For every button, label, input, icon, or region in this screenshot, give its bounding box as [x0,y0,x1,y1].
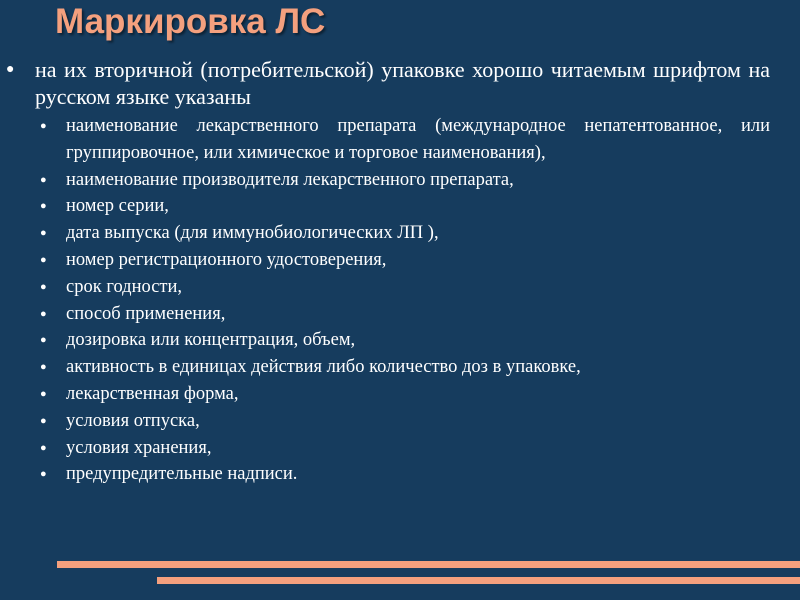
list-item [40,381,770,408]
bullet-dot-icon: ● [40,307,47,320]
list-item [40,435,770,462]
list-item [40,274,770,301]
bullet-dot-icon: ● [40,361,47,374]
bullet-dot-icon: ● [40,253,47,266]
list-item-text: наименование лекарственного препарата (международное непатентованное, или группировочное, или химическое и торговое наименования), [66,116,770,163]
bullet-dot-icon: ● [40,334,47,347]
bullet-dot-icon: ● [40,468,47,481]
list-item [40,193,770,220]
list-item [40,247,770,274]
bullet-dot-icon: ● [6,62,15,77]
list-item-text: активность в единицах действия либо количество доз в упаковке, [66,357,581,378]
bullet-dot-icon: ● [40,227,47,240]
main-bullet-point [6,56,770,110]
list-item-text: условия отпуска, [66,410,200,431]
list-item-text: срок годности, [66,276,183,297]
list-item-text: наименование производителя лекарственного препарата, [66,169,514,190]
list-item-text: номер регистрационного удостоверения, [66,249,387,270]
list-item [40,327,770,354]
bullet-dot-icon: ● [40,173,47,186]
list-item [40,167,770,194]
bullet-dot-icon: ● [40,200,47,213]
bullet-dot-icon: ● [40,120,47,132]
list-item-text: условия хранения, [66,437,212,458]
list-item-text: дата выпуска (для иммунобиологических ЛП ), [66,223,439,244]
bullet-dot-icon: ● [40,280,47,293]
list-item-text: номер серии, [66,196,169,217]
list-item [40,354,770,381]
slide-title: Маркировка ЛС [55,2,326,41]
slide-content [0,56,800,488]
bullet-dot-icon: ● [40,441,47,454]
main-point-text: на их вторичной (потребительской) упаковке хорошо читаемым шрифтом на русском языке указаны [35,57,770,109]
decorative-divider-line [57,561,800,568]
decorative-divider-line [157,577,800,584]
list-item [40,461,770,488]
list-item-text: лекарственная форма, [66,383,239,404]
list-item [40,408,770,435]
bullet-dot-icon: ● [40,414,47,427]
list-item-text: дозировка или концентрация, объем, [66,330,356,351]
bullet-dot-icon: ● [40,387,47,400]
list-item-text: предупредительные надписи. [66,464,298,485]
list-item [40,301,770,328]
list-item [40,220,770,247]
sub-bullet-list [0,113,800,488]
list-item [40,113,770,167]
list-item-text: способ применения, [66,303,226,324]
